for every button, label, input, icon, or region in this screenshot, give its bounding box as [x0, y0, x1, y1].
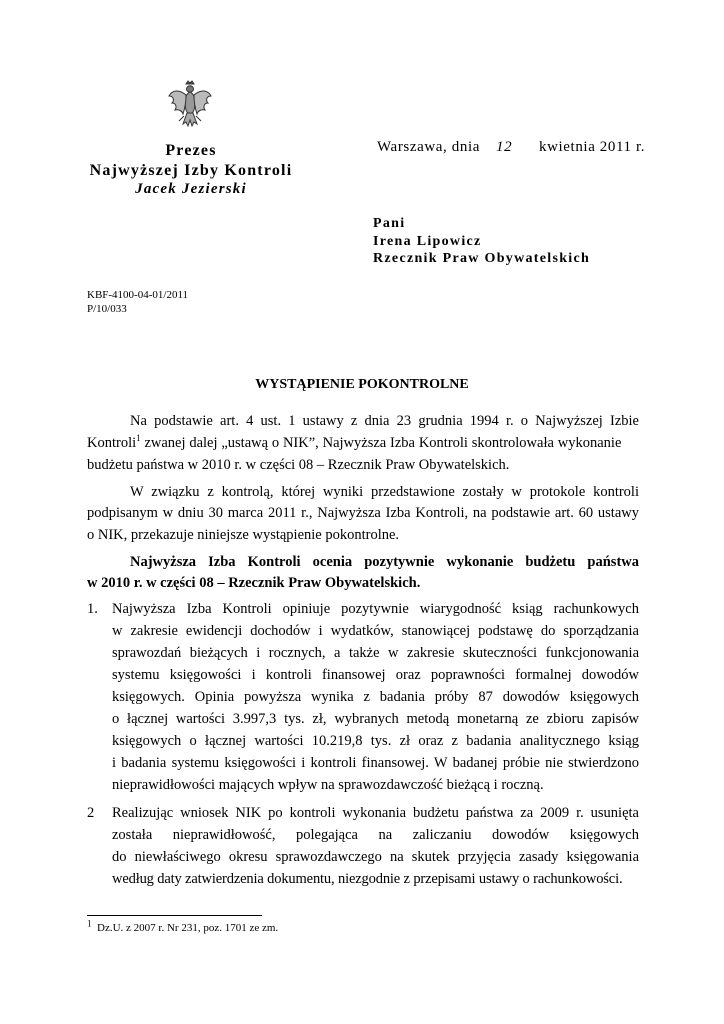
addressee-salutation: Pani	[373, 216, 406, 231]
footnote-ref: 1	[136, 433, 141, 444]
date-day: 12	[496, 139, 513, 155]
item1-line: nieprawidłowości mających wpływ na sprawozdawczość bieżącą i roczną.	[112, 777, 544, 793]
paragraph2-line3: o NIK, przekazuje niniejsze wystąpienie pokontrolne.	[87, 527, 400, 543]
assessment-line1: Najwyższa Izba Kontroli ocenia pozytywnie wykonanie budżetu państwa	[130, 554, 639, 570]
item1-line: w zakresie ewidencji dochodów i wydatków, stanowiącej podstawę do sporządzania	[112, 623, 639, 639]
date-month-year: kwietnia 2011 r.	[539, 139, 646, 155]
item1-line: i badania systemu księgowości i kontroli finansowej. W badanej próbie nie stwierdzono	[112, 755, 639, 771]
footnote	[87, 918, 279, 934]
control-number: P/10/033	[87, 303, 127, 315]
sender-title: Prezes	[165, 142, 217, 159]
item1-line: o łącznej wartości 3.997,3 tys. zł, wybranych metodą monetarną ze zbioru zapisów	[112, 711, 639, 727]
paragraph1-line3: budżetu państwa w 2010 r. w części 08 – Rzecznik Praw Obywatelskich.	[87, 457, 510, 473]
case-number: KBF-4100-04-01/2011	[87, 289, 189, 301]
paragraph2-line2: podpisanym w dniu 30 marca 2011 r., Najwyższa Izba Kontroli, na podstawie art. 60 ustawy	[87, 505, 639, 521]
item2-line: do niewłaściwego okresu sprawozdawczego na skutek przyjęcia zasady księgowania	[112, 849, 639, 865]
date-city: Warszawa, dnia	[377, 139, 480, 155]
footnote-marker: 1	[87, 918, 92, 929]
paragraph1-line2-b: zwanej dalej „ustawą o NIK”, Najwyższa Izba Kontroli skontrolowała wykonanie	[140, 435, 622, 451]
item1-line: księgowych. Opinia powyższa wynika z badania próby 87 dowodów księgowych	[112, 689, 639, 705]
paragraph1-line2-a: Kontroli	[87, 435, 137, 451]
item1-number: 1.	[87, 601, 98, 617]
item2-line: została nieprawidłowość, polegająca na zaliczaniu dowodów księgowych	[112, 827, 639, 843]
eagle-emblem-icon	[168, 80, 212, 130]
item1-line: sprawozdań bieżących i rocznych, a także w zakresie skuteczności funkcjonowania	[112, 645, 639, 661]
paragraph1-line1: Na podstawie art. 4 ust. 1 ustawy z dnia 23 grudnia 1994 r. o Najwyższej Izbie	[130, 413, 639, 429]
item1-line: księgowych o łącznej wartości 10.219,8 tys. zł oraz z badania analitycznego ksiąg	[112, 733, 639, 749]
sender-institution: Najwyższej Izby Kontroli	[89, 162, 293, 179]
addressee-position: Rzecznik Praw Obywatelskich	[373, 251, 591, 266]
item2-line: Realizując wniosek NIK po kontroli wykonania budżetu państwa za 2009 r. usunięta	[112, 805, 639, 821]
addressee-name: Irena Lipowicz	[373, 234, 482, 249]
item2-line: według daty zatwierdzenia dokumentu, niezgodnie z przepisami ustawy o rachunkowości.	[112, 871, 623, 887]
paragraph2-line1: W związku z kontrolą, której wyniki przedstawione zostały w protokole kontroli	[130, 484, 639, 500]
item1-line: systemu księgowości i kontroli finansowej oraz poprawności formalnej dowodów	[112, 667, 639, 683]
footnote-divider	[87, 915, 262, 916]
paragraph1-line2	[87, 434, 639, 452]
item2-number: 2	[87, 805, 95, 821]
footnote-text: Dz.U. z 2007 r. Nr 231, poz. 1701 ze zm.	[97, 922, 279, 934]
sender-name: Jacek Jezierski	[135, 181, 247, 197]
document-title: WYSTĄPIENIE POKONTROLNE	[255, 377, 469, 392]
item1-line: Najwyższa Izba Kontroli opiniuje pozytywnie wiarygodność ksiąg rachunkowych	[112, 601, 639, 617]
assessment-line2: w 2010 r. w części 08 – Rzecznik Praw Obywatelskich.	[87, 575, 421, 591]
